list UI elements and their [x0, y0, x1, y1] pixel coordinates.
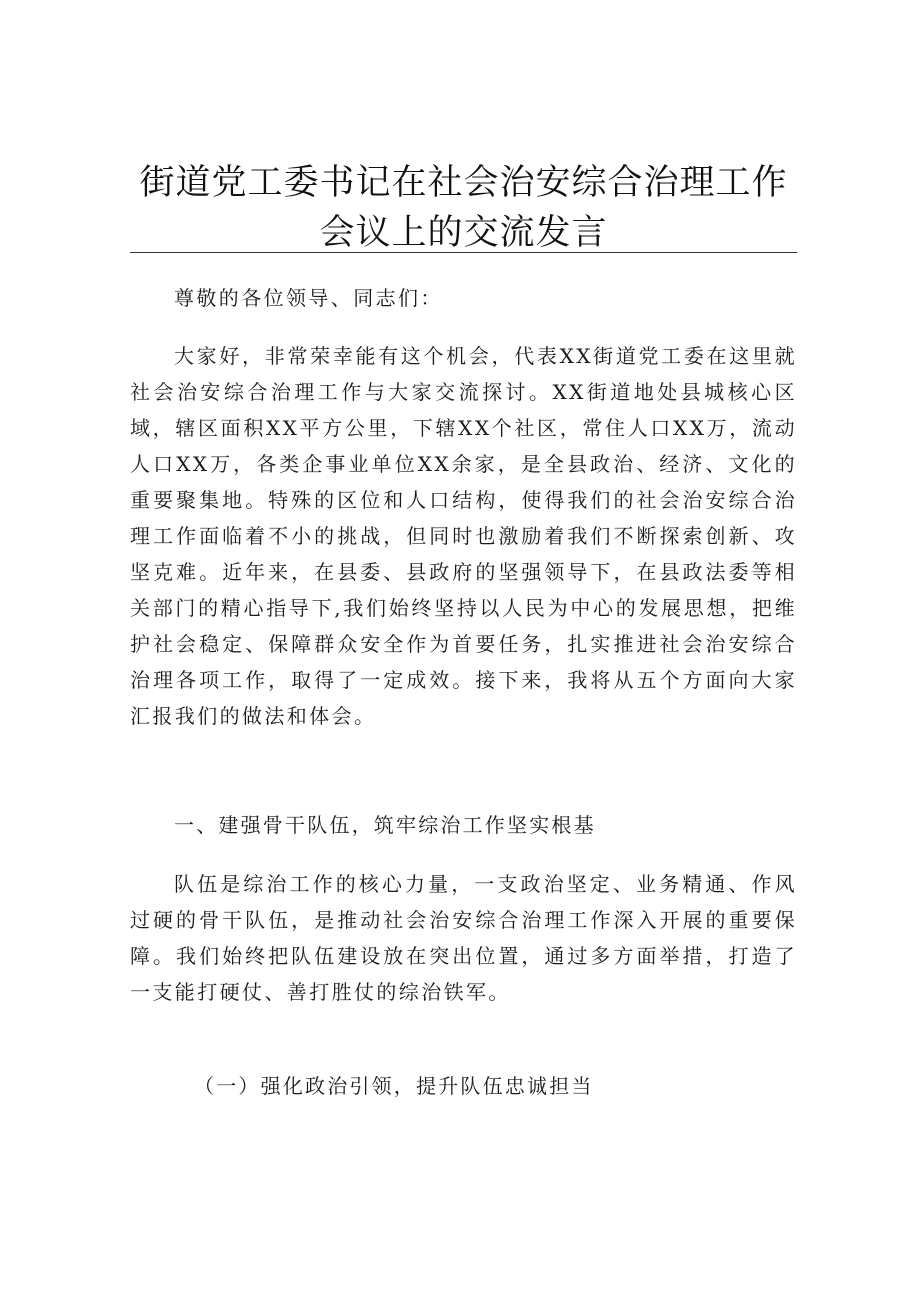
greeting: 尊敬的各位领导、同志们： — [174, 286, 443, 310]
title-underline — [130, 252, 797, 253]
subsection-heading-1: （一）强化政治引领，提升队伍忠诚担当 — [194, 1074, 594, 1098]
section-heading-1: 一、建强骨干队伍，筑牢综治工作坚实根基 — [174, 813, 596, 837]
document-title: 街道党工委书记在社会治安综合治理工作会议上的交流发言 — [139, 163, 788, 253]
section-1-paragraph: 队伍是综治工作的核心力量，一支政治坚定、业务精通、作风过硬的骨干队伍，是推动社会治安综合治理工作深入开展的重要保障。我们始终把队伍建设放在突出位置，通过多方面举措，打造了一支能打硬仗、善打胜仗的综治铁军。 — [130, 872, 797, 1004]
intro-paragraph: 大家好，非常荣幸能有这个机会，代表XX街道党工委在这里就社会治安综合治理工作与大家交流探讨。XX街道地处县城核心区域，辖区面积XX平方公里，下辖XX个社区，常住人口XX万，流动人口XX万，各类企事业单位XX余家，是全县政治、经济、文化的重要聚集地。特殊的区位和人口结构，使得我们的社会治安综合治理工作面临着不小的挑战，但同时也激励着我们不断探索创新、攻坚克难。近年来，在县委、县政府的坚强领导下，在县政法委等相关部门的精心指导下,我们始终坚持以人民为中心的发展思想，把维护社会稳定、保障群众安全作为首要任务，扎实推进社会治安综合治理各项工作，取得了一定成效。接下来，我将从五个方面向大家汇报我们的做法和体会。 — [130, 344, 797, 728]
